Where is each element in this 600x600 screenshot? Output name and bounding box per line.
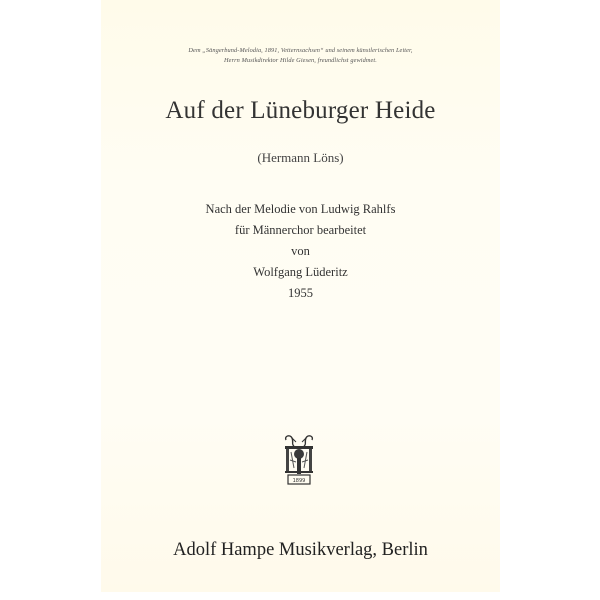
arranger-name: Wolfgang Lüderitz xyxy=(253,265,348,279)
sheet-music-title-page xyxy=(101,0,500,592)
year: 1955 xyxy=(288,286,313,300)
arrangement-credits xyxy=(101,199,500,304)
by-label: von xyxy=(291,244,310,258)
dedication-line-2: Herrn Musikdirektor Hilde Giesen, freundlichst gewidmet. xyxy=(224,57,377,64)
melody-credit: Nach der Melodie von Ludwig Rahlfs xyxy=(205,202,396,216)
publisher-emblem-icon xyxy=(282,434,316,486)
lyricist: (Hermann Löns) xyxy=(257,150,344,165)
page-title: Auf der Lüneburger Heide xyxy=(165,97,436,124)
arrangement-note: für Männerchor bearbeitet xyxy=(234,223,367,237)
dedication-line-1: Dem „Sängerbund-Melodia, 1891, Vetternsachsen“ und seinem künstlerischen Leiter, xyxy=(188,47,413,54)
svg-text:1899: 1899 xyxy=(292,478,306,484)
publisher-name: Adolf Hampe Musikverlag, Berlin xyxy=(173,540,428,560)
dedication xyxy=(101,46,500,66)
